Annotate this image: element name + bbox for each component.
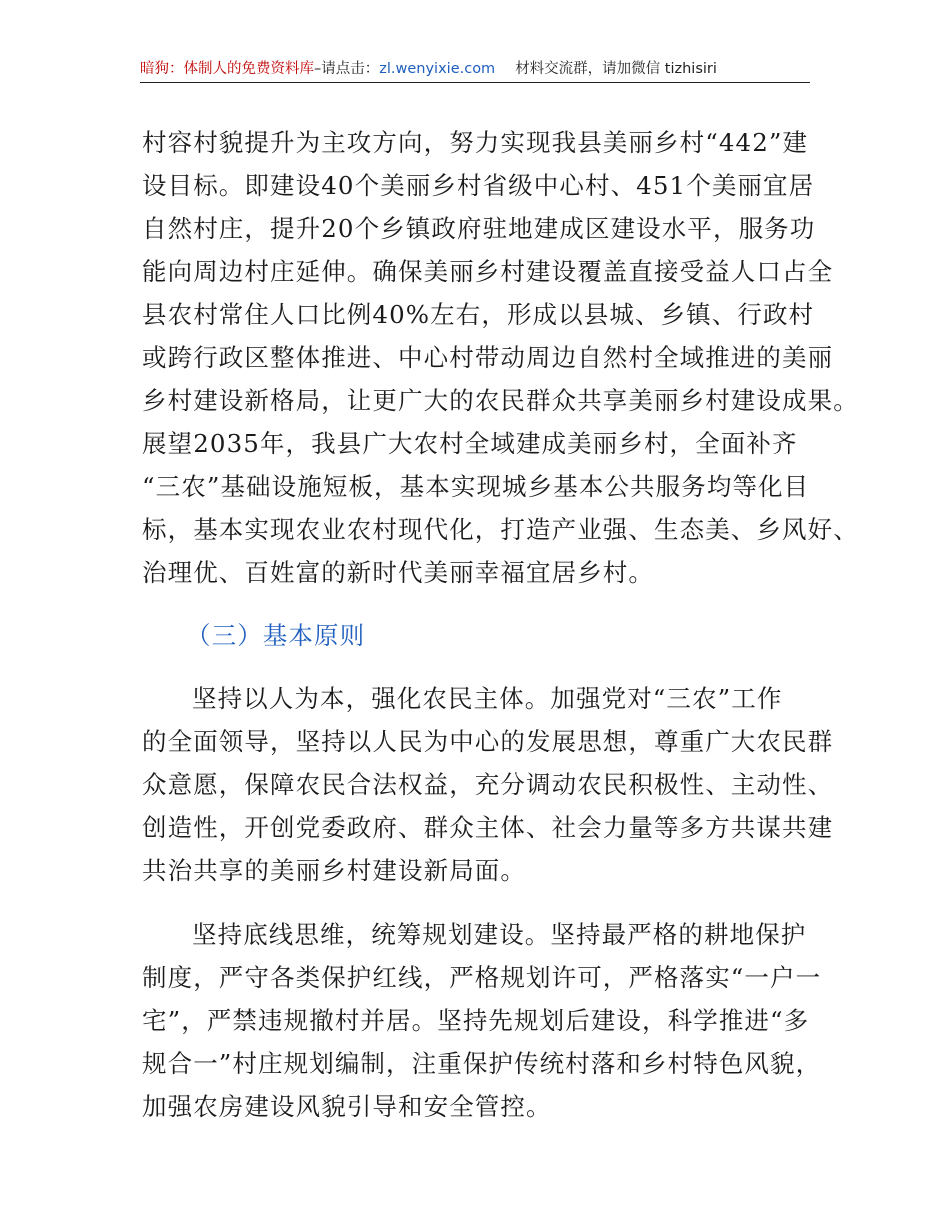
- paragraph-line: 宅”，严禁违规撤村并居。坚持先规划后建设，科学推进“多: [142, 1006, 810, 1035]
- paragraph-line: 坚持以人为本，强化农民主体。加强党对“三农”工作: [192, 684, 783, 713]
- body-line: 治理优、百姓富的新时代美丽幸福宜居乡村。: [142, 558, 654, 587]
- header-link[interactable]: zl.wenyixie.com: [379, 61, 496, 77]
- body-line: 自然村庄，提升20个乡镇政府驻地建成区建设水平，服务功: [142, 214, 816, 243]
- paragraph-line: 制度，严守各类保护红线，严格规划许可，严格落实“一户一: [142, 963, 822, 992]
- body-line: 标，基本实现农业农村现代化，打造产业强、生态美、乡风好、: [142, 515, 859, 544]
- header-contact: 材料交流群，请加微信 tizhisiri: [515, 61, 717, 77]
- body-line: 村容村貌提升为主攻方向，努力实现我县美丽乡村“442”建: [142, 128, 809, 157]
- body-line: 县农村常住人口比例40%左右，形成以县城、乡镇、行政村: [142, 300, 815, 329]
- body-line: “三农”基础设施短板，基本实现城乡基本公共服务均等化目: [142, 472, 810, 501]
- paragraph-line: 规合一”村庄规划编制，注重保护传统村落和乡村特色风貌，: [142, 1049, 822, 1078]
- page-header: [140, 56, 810, 83]
- section-heading: （三）基本原则: [186, 621, 366, 650]
- header-brand: 暗狗：体制人的免费资料库: [140, 61, 314, 77]
- paragraph-line: 众意愿，保障农民合法权益，充分调动农民积极性、主动性、: [142, 770, 834, 799]
- body-line: 或跨行政区整体推进、中心村带动周边自然村全域推进的美丽: [142, 343, 834, 372]
- paragraph-line: 的全面领导，坚持以人民为中心的发展思想，尊重广大农民群: [142, 727, 834, 756]
- body-line: 设目标。即建设40个美丽乡村省级中心村、451个美丽宜居: [142, 171, 815, 200]
- paragraph-line: 加强农房建设风貌引导和安全管控。: [142, 1092, 552, 1121]
- body-line: 乡村建设新格局，让更广大的农民群众共享美丽乡村建设成果。: [142, 386, 859, 415]
- body-line: 能向周边村庄延伸。确保美丽乡村建设覆盖直接受益人口占全: [142, 257, 834, 286]
- paragraph-line: 创造性，开创党委政府、群众主体、社会力量等多方共谋共建: [142, 813, 834, 842]
- header-prompt: –请点击：: [314, 61, 380, 77]
- body-line: 展望2035年，我县广大农村全域建成美丽乡村，全面补齐: [142, 429, 798, 458]
- paragraph-line: 坚持底线思维，统筹规划建设。坚持最严格的耕地保护: [192, 920, 807, 949]
- paragraph-line: 共治共享的美丽乡村建设新局面。: [142, 856, 526, 885]
